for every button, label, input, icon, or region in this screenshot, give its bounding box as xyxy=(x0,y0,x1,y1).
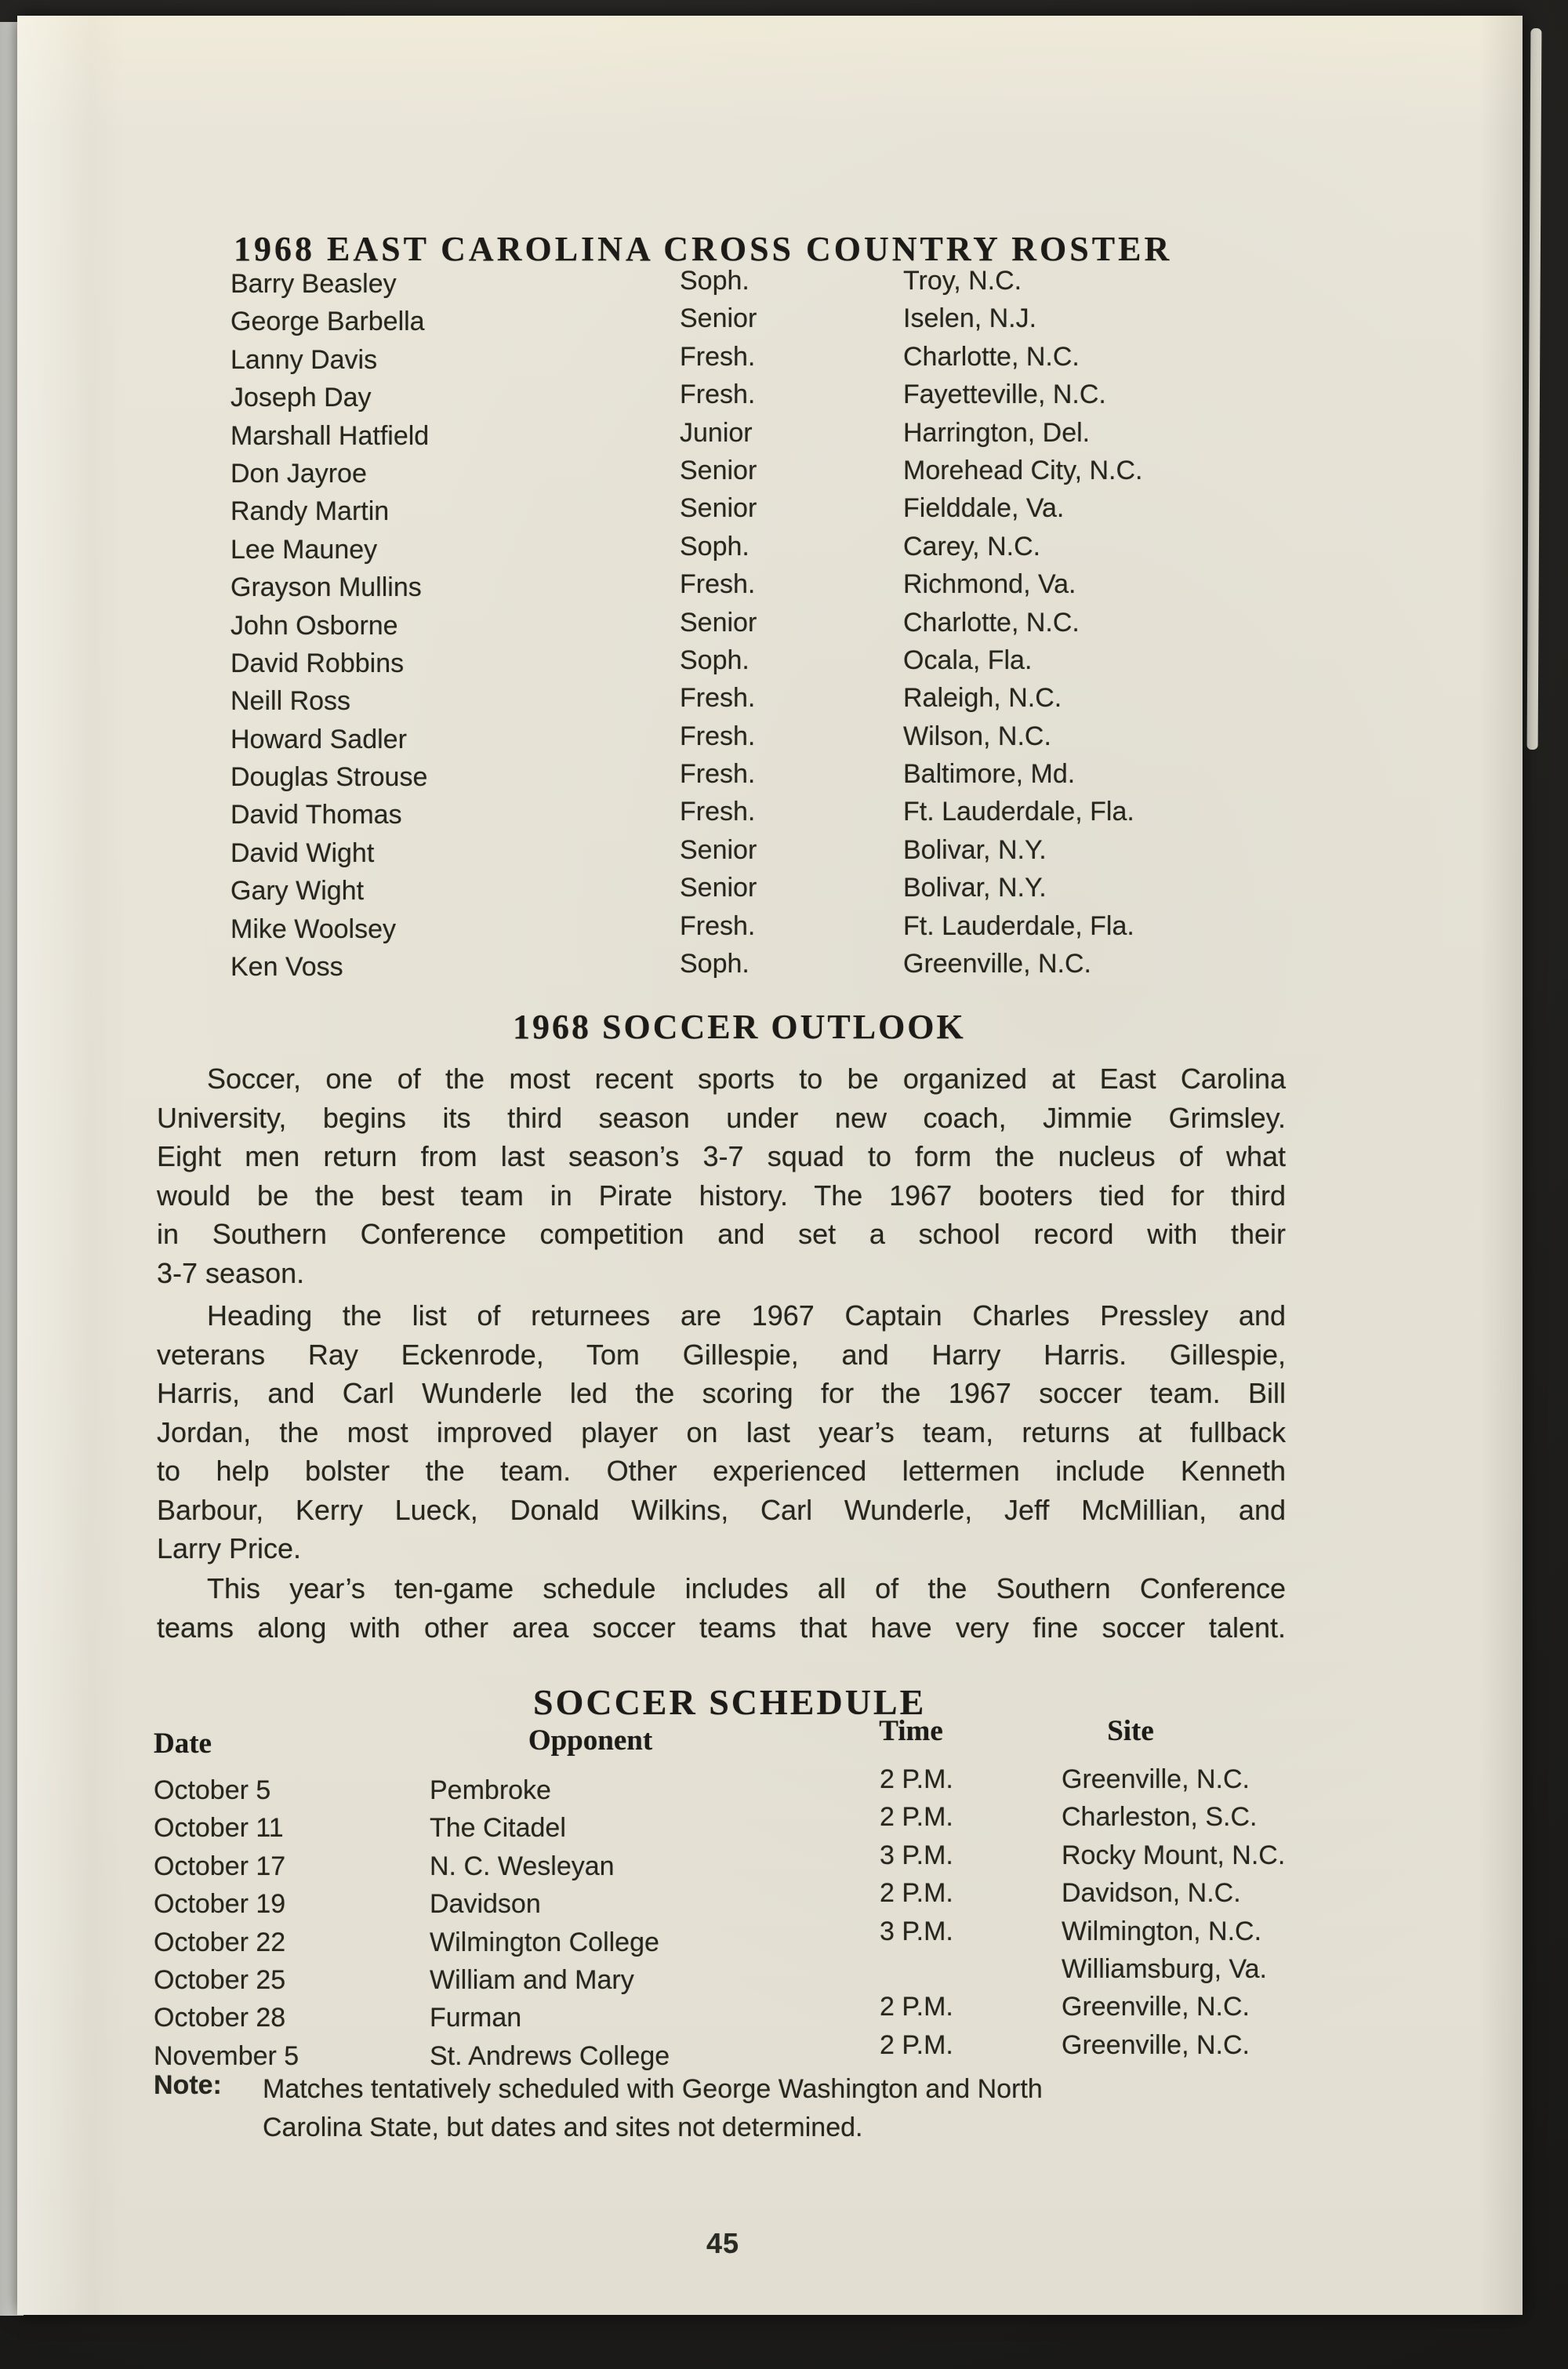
column-header-opponent: Opponent xyxy=(528,1724,653,1757)
player-name: Howard Sadler xyxy=(230,724,407,754)
player-class: Senior xyxy=(680,873,757,903)
text-line: teams along with other area soccer teams that have very fine soccer talent. xyxy=(157,1611,1286,1644)
game-date: November 5 xyxy=(154,2040,299,2071)
player-name: David Robbins xyxy=(230,648,405,678)
player-class: Fresh. xyxy=(680,683,756,714)
roster-row xyxy=(17,871,1523,909)
game-opponent: Wilmington College xyxy=(430,1927,659,1957)
roster-row xyxy=(17,492,1523,529)
player-class: Junior xyxy=(680,417,753,448)
text-line: Jordan, the most improved player on last year’s team, returns at fullback xyxy=(157,1415,1286,1448)
game-time: 2 P.M. xyxy=(880,1878,953,1909)
player-name: Barry Beasley xyxy=(230,269,397,299)
game-site: Greenville, N.C. xyxy=(1062,1992,1250,2022)
schedule-row xyxy=(17,1764,1523,1808)
roster-row xyxy=(17,644,1523,681)
game-site: Davidson, N.C. xyxy=(1062,1878,1241,1909)
game-opponent: The Citadel xyxy=(430,1813,566,1844)
note-text xyxy=(263,2070,1258,2147)
text-line: Carolina State, but dates and sites not determined. xyxy=(263,2113,863,2142)
player-hometown: Carey, N.C. xyxy=(903,531,1041,561)
player-class: Senior xyxy=(680,455,757,485)
player-name: Joseph Day xyxy=(230,383,372,413)
roster-table xyxy=(17,264,1523,987)
player-hometown: Raleigh, N.C. xyxy=(903,683,1062,714)
game-opponent: William and Mary xyxy=(430,1964,634,1995)
schedule-row xyxy=(17,1916,1523,1960)
text-line: to help bolster the team. Other experienced lettermen include Kenneth xyxy=(157,1455,1286,1487)
player-class: Fresh. xyxy=(680,721,756,751)
game-opponent: Pembroke xyxy=(430,1775,551,1805)
schedule-title: SOCCER SCHEDULE xyxy=(533,1682,927,1722)
player-name: David Wight xyxy=(230,838,375,868)
game-time: 2 P.M. xyxy=(880,1764,953,1794)
roster-row xyxy=(17,340,1523,378)
roster-row xyxy=(17,302,1523,340)
player-name: Ken Voss xyxy=(230,952,343,983)
player-hometown: Charlotte, N.C. xyxy=(903,341,1080,372)
game-time: 2 P.M. xyxy=(880,2029,953,2060)
player-name: Lanny Davis xyxy=(230,344,378,375)
column-header-time: Time xyxy=(879,1715,943,1747)
player-hometown: Harrington, Del. xyxy=(903,417,1091,448)
roster-row xyxy=(17,795,1523,833)
player-name: John Osborne xyxy=(230,610,398,641)
schedule-table xyxy=(17,1764,1523,2078)
page-number: 45 xyxy=(706,2227,740,2259)
schedule-note xyxy=(17,2070,1523,2156)
player-hometown: Ocala, Fla. xyxy=(903,645,1033,675)
roster-row xyxy=(17,568,1523,605)
yearbook-page xyxy=(17,16,1523,2315)
player-name: Neill Ross xyxy=(230,686,351,717)
player-name: Grayson Mullins xyxy=(230,572,422,603)
player-name: Marshall Hatfield xyxy=(230,420,430,451)
text-line: Harris, and Carl Wunderle led the scoring for the 1967 soccer team. Bill xyxy=(157,1377,1286,1409)
column-header-date: Date xyxy=(154,1728,212,1760)
text-line: Barbour, Kerry Lueck, Donald Wilkins, Carl Wunderle, Jeff McMillian, and xyxy=(157,1493,1286,1526)
player-class: Senior xyxy=(680,607,757,638)
underlying-page-edge xyxy=(1527,28,1542,750)
text-line: This year’s ten-game schedule includes all of the Southern Conference xyxy=(207,1572,1286,1604)
roster-row xyxy=(17,416,1523,454)
player-name: Randy Martin xyxy=(230,496,390,527)
game-date: October 5 xyxy=(154,1775,271,1805)
game-opponent: Davidson xyxy=(430,1889,541,1920)
column-header-site: Site xyxy=(1107,1715,1154,1747)
schedule-row xyxy=(17,1878,1523,1922)
player-hometown: Ft. Lauderdale, Fla. xyxy=(903,797,1134,827)
player-name: Mike Woolsey xyxy=(230,914,396,944)
roster-title: 1968 EAST CAROLINA CROSS COUNTRY ROSTER xyxy=(234,230,1173,268)
player-class: Fresh. xyxy=(680,910,756,941)
outlook-paragraph-2 xyxy=(157,1296,1286,1568)
note-label: Note: xyxy=(154,2070,222,2100)
game-time: 3 P.M. xyxy=(880,1916,953,1946)
game-site: Greenville, N.C. xyxy=(1062,2029,1250,2060)
game-site: Rocky Mount, N.C. xyxy=(1062,1840,1286,1870)
player-hometown: Iselen, N.J. xyxy=(903,303,1037,334)
player-hometown: Greenville, N.C. xyxy=(903,949,1091,979)
roster-row xyxy=(17,530,1523,568)
game-site: Charleston, S.C. xyxy=(1062,1802,1258,1833)
game-date: October 22 xyxy=(154,1927,286,1957)
schedule-row xyxy=(17,1840,1523,1884)
player-class: Fresh. xyxy=(680,797,756,827)
player-hometown: Bolivar, N.Y. xyxy=(903,834,1047,865)
game-date: October 25 xyxy=(154,1964,286,1995)
game-time: 2 P.M. xyxy=(880,1992,953,2022)
outlook-paragraph-3 xyxy=(157,1569,1286,1647)
game-opponent: St. Andrews College xyxy=(430,2040,670,2071)
player-class: Soph. xyxy=(680,645,750,675)
player-hometown: Fayetteville, N.C. xyxy=(903,380,1106,410)
roster-row xyxy=(17,606,1523,644)
text-line: in Southern Conference competition and set a school record with their xyxy=(157,1218,1286,1250)
game-date: October 17 xyxy=(154,1851,286,1881)
player-hometown: Charlotte, N.C. xyxy=(903,607,1080,638)
schedule-row xyxy=(17,2029,1523,2074)
player-name: Douglas Strouse xyxy=(230,762,428,793)
game-date: October 28 xyxy=(154,2003,286,2033)
player-hometown: Richmond, Va. xyxy=(903,569,1076,600)
player-class: Senior xyxy=(680,303,757,334)
player-hometown: Wilson, N.C. xyxy=(903,721,1051,751)
game-site: Greenville, N.C. xyxy=(1062,1764,1250,1794)
text-line: Matches tentatively scheduled with George Washington and North xyxy=(263,2074,1043,2104)
player-hometown: Baltimore, Md. xyxy=(903,759,1076,790)
player-class: Soph. xyxy=(680,531,750,561)
roster-row xyxy=(17,758,1523,795)
game-site: Wilmington, N.C. xyxy=(1062,1916,1262,1946)
player-hometown: Ft. Lauderdale, Fla. xyxy=(903,910,1134,941)
player-class: Senior xyxy=(680,834,757,865)
text-line: Heading the list of returnees are 1967 Captain Charles Pressley and xyxy=(207,1299,1286,1332)
text-line: Soccer, one of the most recent sports to be organized at East Carolina xyxy=(207,1063,1286,1095)
player-class: Fresh. xyxy=(680,569,756,600)
roster-row xyxy=(17,834,1523,871)
game-time: 2 P.M. xyxy=(880,1802,953,1833)
outlook-title: 1968 SOCCER OUTLOOK xyxy=(513,1008,966,1046)
schedule-row xyxy=(17,1802,1523,1846)
roster-row xyxy=(17,378,1523,416)
player-class: Fresh. xyxy=(680,341,756,372)
text-line: University, begins its third season under new coach, Jimmie Grimsley. xyxy=(157,1101,1286,1134)
roster-row xyxy=(17,910,1523,947)
player-hometown: Troy, N.C. xyxy=(903,266,1022,296)
roster-row xyxy=(17,264,1523,302)
player-name: Don Jayroe xyxy=(230,458,367,489)
game-date: October 19 xyxy=(154,1889,286,1920)
player-class: Fresh. xyxy=(680,380,756,410)
player-class: Soph. xyxy=(680,266,750,296)
player-hometown: Morehead City, N.C. xyxy=(903,455,1143,485)
game-time: 3 P.M. xyxy=(880,1840,953,1870)
text-line: would be the best team in Pirate history. The 1967 booters tied for third xyxy=(157,1179,1286,1212)
roster-row xyxy=(17,454,1523,492)
game-opponent: N. C. Wesleyan xyxy=(430,1851,615,1881)
schedule-row xyxy=(17,1953,1523,1998)
text-line: 3-7 season. xyxy=(157,1256,305,1289)
game-site: Williamsburg, Va. xyxy=(1062,1953,1267,1984)
player-name: Gary Wight xyxy=(230,876,365,907)
game-date: October 11 xyxy=(154,1813,284,1844)
player-hometown: Bolivar, N.Y. xyxy=(903,873,1047,903)
outlook-paragraph-1 xyxy=(157,1059,1286,1292)
player-name: Lee Mauney xyxy=(230,534,378,565)
schedule-row xyxy=(17,1992,1523,2036)
roster-row xyxy=(17,947,1523,985)
roster-row xyxy=(17,681,1523,719)
player-name: George Barbella xyxy=(230,307,425,337)
text-line: Eight men return from last season’s 3-7 squad to form the nucleus of what xyxy=(157,1140,1286,1172)
player-class: Fresh. xyxy=(680,759,756,790)
game-opponent: Furman xyxy=(430,2003,522,2033)
text-line: Larry Price. xyxy=(157,1532,302,1564)
player-class: Soph. xyxy=(680,949,750,979)
player-name: David Thomas xyxy=(230,800,402,830)
roster-row xyxy=(17,720,1523,758)
player-class: Senior xyxy=(680,493,757,524)
player-hometown: Fielddale, Va. xyxy=(903,493,1065,524)
text-line: veterans Ray Eckenrode, Tom Gillespie, and Harry Harris. Gillespie, xyxy=(157,1338,1286,1371)
